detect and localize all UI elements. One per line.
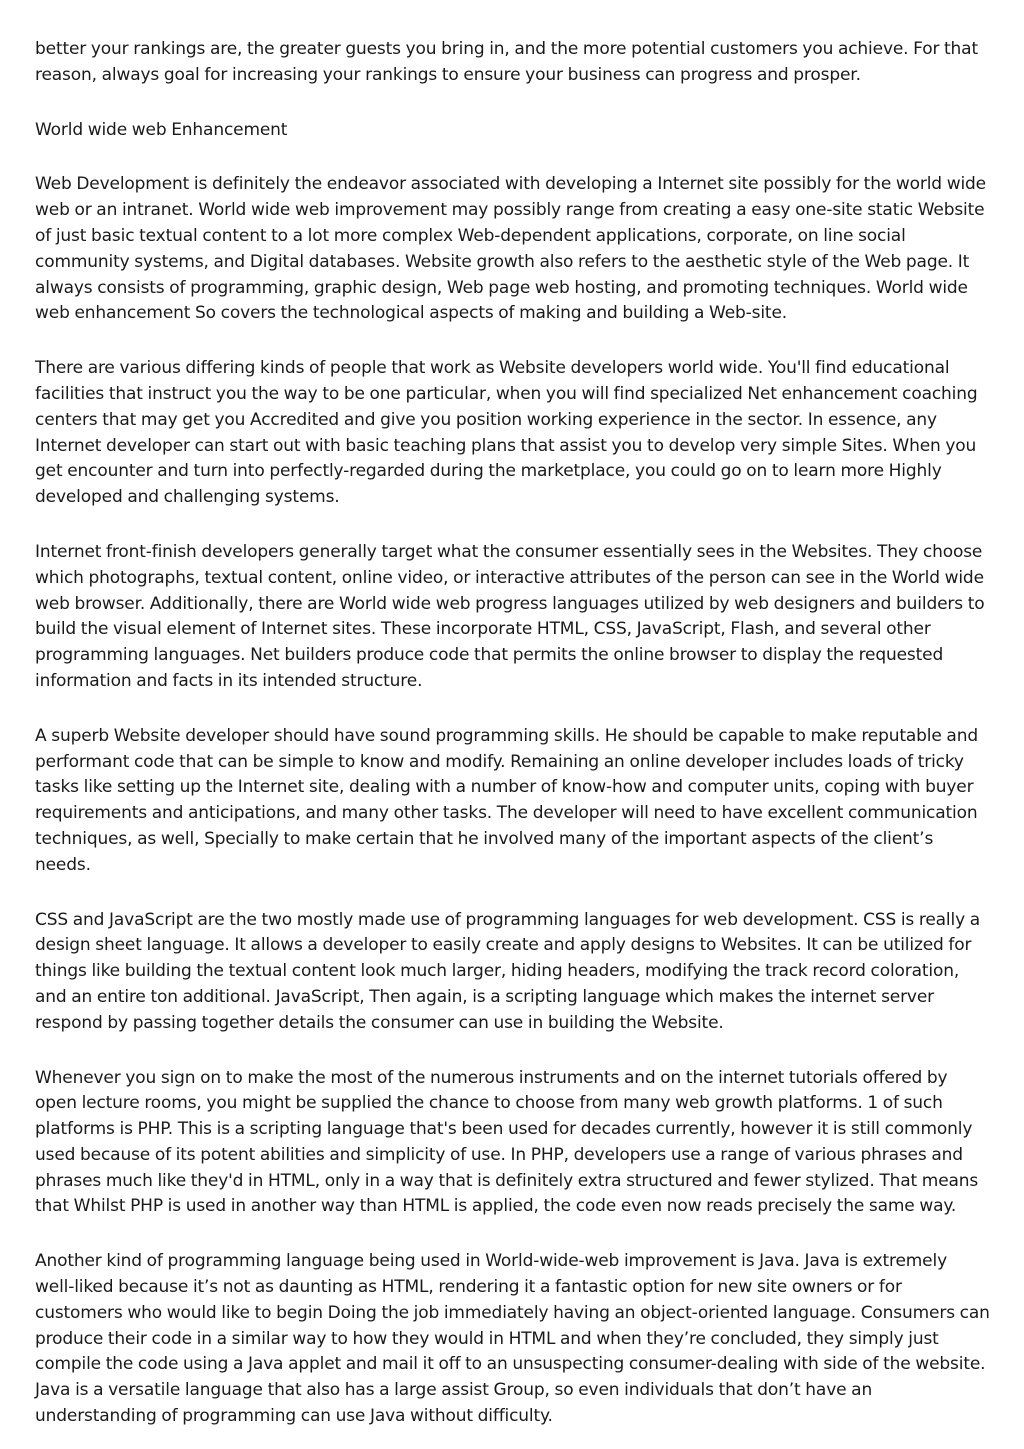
paragraph-css-javascript: CSS and JavaScript are the two mostly made use of programming languages for web development. CSS is really a design sheet language. It allows a developer to easily create and apply designs to Websites. It can be utilized for things like building the textual content look much larger, hiding headers, modifying the track record coloration, and an entire ton additional. JavaScript, Then again, is a scripting language which makes the internet server respond by passing together details the consumer can use in building the Website. [35, 909, 980, 1033]
section-heading: World wide web Enhancement [35, 119, 288, 140]
paragraph-programming-skills: A superb Website developer should have sound programming skills. He should be capable to make reputable and performant code that can be simple to know and modify. Remaining an online developer includes loads of tricky tasks like setting up the Internet site, dealing with a number of know-how and computer units, coping with buyer requirements and anticipations, and many other tasks. The developer will need to have excellent communication techniques, as well, Specially to make certain that he involved many of the important aspects of the client’s needs. [35, 725, 978, 875]
paragraph-developers-worldwide: There are various differing kinds of people that work as Website developers world wide. You'll find educational facilities that instruct you the way to be one particular, when you will find specialized Net enhancement coaching centers that may get you Accredited and give you position working experience in the sector. In essence, any Internet developer can start out with basic teaching plans that assist you to develop very simple Sites. When you get encounter and turn into perfectly-regarded during the marketplace, you could go on to learn more Highly developed and challenging systems. [35, 358, 978, 508]
paragraph-php: Whenever you sign on to make the most of the numerous instruments and on the internet tutorials offered by open lecture rooms, you might be supplied the chance to choose from many web growth platforms. 1 of such platforms is PHP. This is a scripting language that's been used for decades currently, however it is still commonly used because of its potent abilities and simplicity of use. In PHP, developers use a range of various phrases and phrases much like they'd in HTML, only in a way that is definitely extra structured and fewer stylized. That means that Whilst PHP is used in another way than HTML is applied, the code even now reads precisely the same way. [35, 1067, 979, 1217]
paragraph-front-end: Internet front-finish developers generally target what the consumer essentially sees in the Websites. They choose which photographs, textual content, online video, or interactive attributes of the person can see in the World wide web browser. Additionally, there are World wide web progress languages utilized by web designers and builders to build the visual element of Internet sites. These incorporate HTML, CSS, JavaScript, Flash, and several other programming languages. Net builders produce code that permits the online browser to display the requested information and facts in its intended structure. [35, 541, 985, 691]
paragraph-web-development: Web Development is definitely the endeavor associated with developing a Internet site possibly for the world wide web or an intranet. World wide web improvement may possibly range from creating a easy one-site static Website of just basic textual content to a lot more complex Web-dependent applications, corporate, on line social community systems, and Digital databases. Website growth also refers to the aesthetic style of the Web page. It always consists of programming, graphic design, Web page web hosting, and promoting techniques. World wide web enhancement So covers the technological aspects of making and building a Web-site. [35, 174, 986, 324]
paragraph-java: Another kind of programming language being used in World-wide-web improvement is Java. Java is extremely well-liked because it’s not as daunting as HTML, rendering it a fantastic option for new site owners or for customers who would like to begin Doing the job immediately having an object-oriented language. Consumers can produce their code in a similar way to how they would in HTML and when they’re concluded, they simply just compile the code using a Java applet and mail it off to an unsuspecting consumer-dealing with side of the website. Java is a versatile language that also has a large assist Group, so even individuals that don’t have an understanding of programming can use Java without difficulty. [35, 1251, 990, 1427]
paragraph-intro: better your rankings are, the greater guests you bring in, and the more potential customers you achieve. For that reason, always goal for increasing your rankings to ensure your business can progress and prosper. [35, 39, 978, 85]
